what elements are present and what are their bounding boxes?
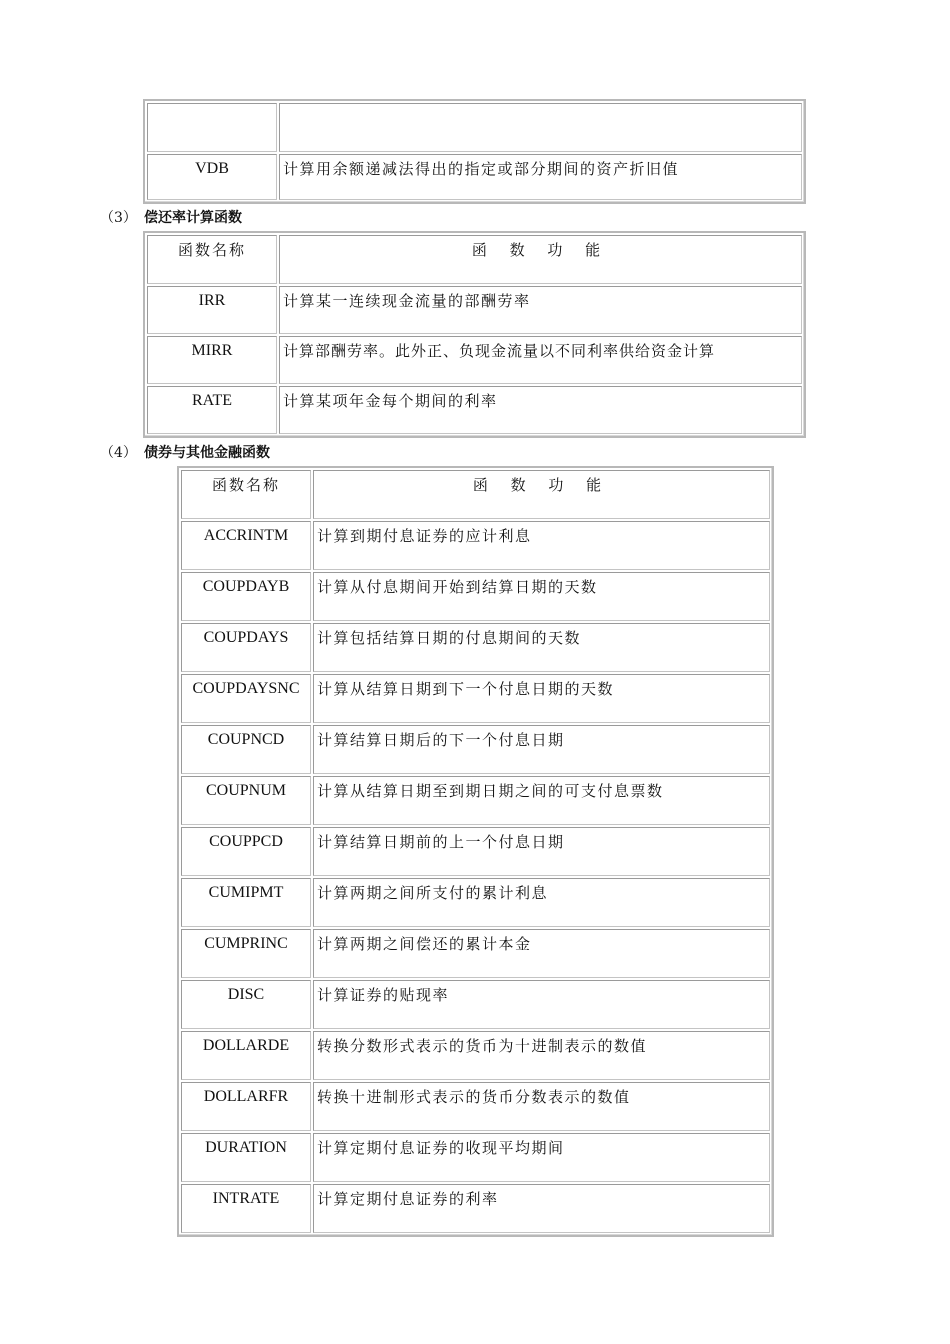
function-desc-cell: 转换十进制形式表示的货币分数表示的数值 bbox=[313, 1082, 770, 1131]
section-heading-4 bbox=[100, 444, 270, 462]
table-row bbox=[181, 878, 770, 927]
table-row bbox=[147, 154, 802, 200]
function-name-cell: INTRATE bbox=[181, 1184, 311, 1233]
column-header-name: 函数名称 bbox=[147, 235, 277, 284]
section-title: 偿还率计算函数 bbox=[144, 210, 242, 226]
function-name-cell: DOLLARFR bbox=[181, 1082, 311, 1131]
section-title: 债券与其他金融函数 bbox=[144, 445, 270, 461]
function-desc-cell: 计算结算日期前的上一个付息日期 bbox=[313, 827, 770, 876]
table-row bbox=[181, 929, 770, 978]
table-row bbox=[147, 103, 802, 152]
table-row bbox=[181, 521, 770, 570]
function-name-cell: IRR bbox=[147, 286, 277, 334]
function-desc-cell: 计算两期之间所支付的累计利息 bbox=[313, 878, 770, 927]
table-row bbox=[147, 386, 802, 434]
column-header-desc: 函 数 功 能 bbox=[313, 470, 770, 519]
function-name-cell: CUMPRINC bbox=[181, 929, 311, 978]
function-name-cell: RATE bbox=[147, 386, 277, 434]
function-desc-cell: 计算从付息期间开始到结算日期的天数 bbox=[313, 572, 770, 621]
function-name-cell: DISC bbox=[181, 980, 311, 1029]
section-number: （4） bbox=[100, 445, 137, 461]
table-row bbox=[181, 776, 770, 825]
table-row bbox=[181, 1184, 770, 1233]
function-name-cell: COUPDAYSNC bbox=[181, 674, 311, 723]
bond-financial-functions-table bbox=[177, 466, 774, 1237]
function-desc-cell: 计算某项年金每个期间的利率 bbox=[279, 386, 802, 434]
function-name-cell bbox=[147, 103, 277, 152]
function-desc-cell: 计算部酬劳率。此外正、负现金流量以不同利率供给资金计算 bbox=[279, 336, 802, 384]
table-row bbox=[181, 572, 770, 621]
table-row bbox=[181, 980, 770, 1029]
repayment-rate-functions-table bbox=[143, 231, 806, 438]
function-name-cell: COUPPCD bbox=[181, 827, 311, 876]
function-name-cell: DURATION bbox=[181, 1133, 311, 1182]
function-name-cell: CUMIPMT bbox=[181, 878, 311, 927]
function-name-cell: MIRR bbox=[147, 336, 277, 384]
function-desc-cell: 计算包括结算日期的付息期间的天数 bbox=[313, 623, 770, 672]
column-header-desc: 函 数 功 能 bbox=[279, 235, 802, 284]
function-desc-cell: 计算结算日期后的下一个付息日期 bbox=[313, 725, 770, 774]
table-row bbox=[181, 674, 770, 723]
function-name-cell: ACCRINTM bbox=[181, 521, 311, 570]
table-row bbox=[181, 1133, 770, 1182]
function-name-cell: COUPNUM bbox=[181, 776, 311, 825]
function-desc-cell: 转换分数形式表示的货币为十进制表示的数值 bbox=[313, 1031, 770, 1080]
function-desc-cell: 计算两期之间偿还的累计本金 bbox=[313, 929, 770, 978]
function-desc-cell: 计算从结算日期至到期日期之间的可支付息票数 bbox=[313, 776, 770, 825]
function-name-cell: COUPDAYB bbox=[181, 572, 311, 621]
function-name-cell: VDB bbox=[147, 154, 277, 200]
table-header-row bbox=[147, 235, 802, 284]
table-row bbox=[181, 725, 770, 774]
depreciation-table-continued bbox=[143, 99, 806, 204]
function-desc-cell: 计算某一连续现金流量的部酬劳率 bbox=[279, 286, 802, 334]
function-desc-cell: 计算从结算日期到下一个付息日期的天数 bbox=[313, 674, 770, 723]
table-row bbox=[147, 286, 802, 334]
table-row bbox=[181, 827, 770, 876]
table-header-row bbox=[181, 470, 770, 519]
table-row bbox=[181, 1031, 770, 1080]
function-name-cell: COUPDAYS bbox=[181, 623, 311, 672]
function-desc-cell bbox=[279, 103, 802, 152]
table-row bbox=[181, 1082, 770, 1131]
table-row bbox=[181, 623, 770, 672]
function-desc-cell: 计算用余额递减法得出的指定或部分期间的资产折旧值 bbox=[279, 154, 802, 200]
section-heading-3 bbox=[100, 209, 242, 227]
column-header-name: 函数名称 bbox=[181, 470, 311, 519]
function-name-cell: COUPNCD bbox=[181, 725, 311, 774]
section-number: （3） bbox=[100, 210, 137, 226]
function-desc-cell: 计算到期付息证券的应计利息 bbox=[313, 521, 770, 570]
function-name-cell: DOLLARDE bbox=[181, 1031, 311, 1080]
function-desc-cell: 计算证券的贴现率 bbox=[313, 980, 770, 1029]
function-desc-cell: 计算定期付息证券的利率 bbox=[313, 1184, 770, 1233]
table-row bbox=[147, 336, 802, 384]
function-desc-cell: 计算定期付息证券的收现平均期间 bbox=[313, 1133, 770, 1182]
